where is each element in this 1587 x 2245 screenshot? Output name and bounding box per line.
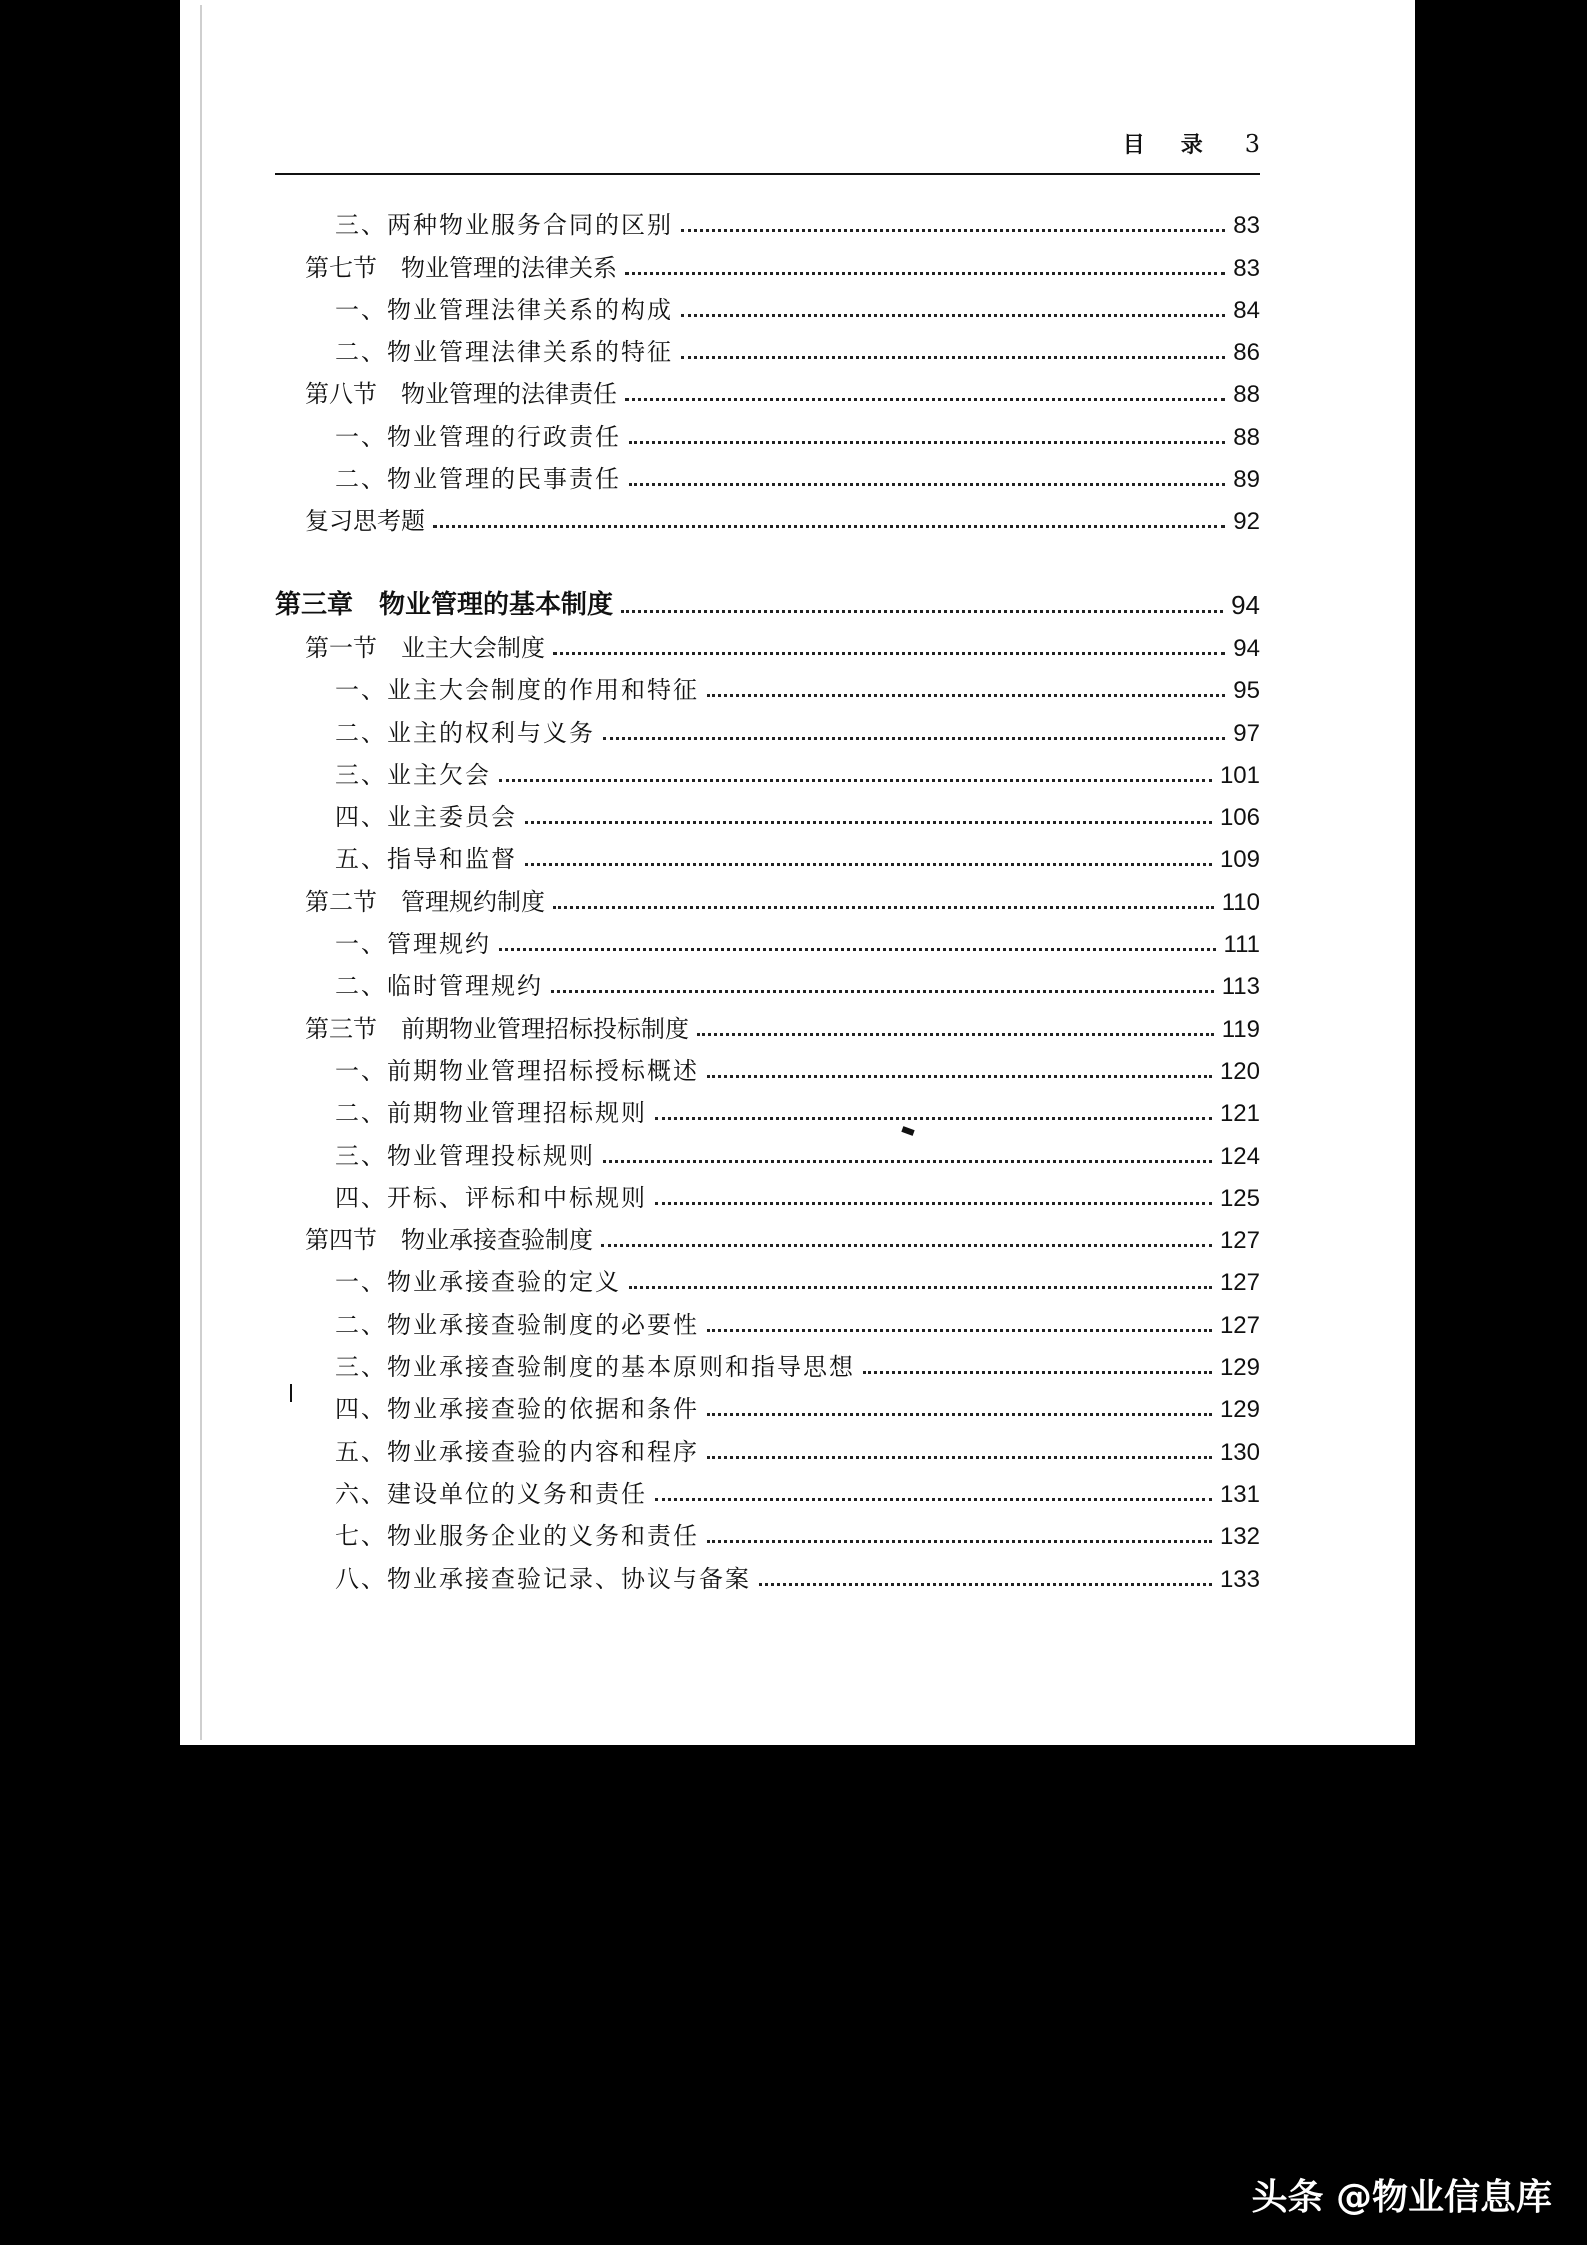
toc-entry-title: 四、业主委员会 — [335, 803, 517, 832]
table-of-contents — [275, 198, 1260, 1594]
toc-entry-title: 二、物业管理的民事责任 — [335, 465, 621, 494]
toc-leader-dots — [697, 1033, 1214, 1036]
page-header — [1123, 128, 1260, 159]
toc-entry — [275, 1382, 1260, 1424]
toc-entry-page: 127 — [1219, 1227, 1260, 1255]
toc-entry-page: 132 — [1219, 1523, 1260, 1551]
toc-entry — [275, 1001, 1260, 1043]
toc-entry-title: 第八节 物业管理的法律责任 — [305, 380, 617, 409]
toc-entry-page: 125 — [1219, 1184, 1260, 1212]
toc-entry-title: 二、物业承接查验制度的必要性 — [335, 1310, 699, 1339]
toc-entry — [275, 663, 1260, 705]
toc-entry-title: 二、前期物业管理招标规则 — [335, 1099, 647, 1128]
toc-entry — [275, 748, 1260, 790]
toc-leader-dots — [681, 356, 1225, 359]
toc-entry — [275, 494, 1260, 536]
toc-entry-title: 八、物业承接查验记录、协议与备案 — [335, 1564, 751, 1593]
toc-leader-dots — [759, 1583, 1212, 1586]
toc-entry-title: 第三章 物业管理的基本制度 — [275, 589, 614, 620]
toc-leader-dots — [707, 1075, 1212, 1078]
toc-leader-dots — [553, 652, 1225, 655]
toc-entry-page: 88 — [1233, 423, 1260, 451]
toc-leader-dots — [603, 1160, 1212, 1163]
toc-entry-title: 二、临时管理规约 — [335, 972, 543, 1001]
toc-entry-page: 127 — [1219, 1311, 1260, 1339]
toc-entry-title: 一、物业管理法律关系的构成 — [335, 295, 673, 324]
scan-speck — [290, 1384, 292, 1402]
toc-leader-dots — [707, 694, 1225, 697]
toc-leader-dots — [553, 906, 1214, 909]
toc-entry-title: 第一节 业主大会制度 — [305, 633, 545, 662]
toc-entry-page: 121 — [1219, 1100, 1260, 1128]
toc-leader-dots — [655, 1202, 1212, 1205]
toc-entry-page: 95 — [1233, 677, 1260, 705]
toc-leader-dots — [707, 1329, 1212, 1332]
toc-leader-dots — [707, 1413, 1212, 1416]
toc-leader-dots — [601, 1244, 1212, 1247]
toc-entry-title: 第四节 物业承接查验制度 — [305, 1226, 593, 1255]
toc-entry — [275, 790, 1260, 832]
toc-entry-title: 二、业主的权利与义务 — [335, 718, 595, 747]
toc-leader-dots — [621, 610, 1223, 613]
toc-entry — [275, 367, 1260, 409]
toc-leader-dots — [707, 1456, 1212, 1459]
header-page-number: 3 — [1244, 130, 1260, 158]
toc-entry-page: 129 — [1219, 1396, 1260, 1424]
toc-entry — [275, 1128, 1260, 1170]
header-title: 目录 — [1122, 132, 1239, 158]
toc-entry-page: 113 — [1221, 973, 1260, 1001]
toc-entry-page: 86 — [1233, 339, 1260, 367]
page-edge-shadow — [200, 5, 202, 1740]
toc-entry — [275, 832, 1260, 874]
toc-entry — [275, 1086, 1260, 1128]
toc-entry-page: 120 — [1219, 1057, 1260, 1085]
toc-entry — [275, 578, 1260, 620]
toc-entry-page: 88 — [1233, 381, 1260, 409]
toc-entry — [275, 621, 1260, 663]
header-rule — [275, 173, 1260, 175]
toc-leader-dots — [707, 1540, 1212, 1543]
toc-entry-page: 124 — [1219, 1142, 1260, 1170]
toc-entry-title: 复习思考题 — [305, 507, 425, 536]
toc-entry-title: 四、开标、评标和中标规则 — [335, 1183, 647, 1212]
toc-entry — [275, 325, 1260, 367]
toc-entry-page: 131 — [1219, 1480, 1260, 1508]
toc-entry — [275, 959, 1260, 1001]
toc-entry-page: 119 — [1221, 1015, 1260, 1043]
toc-entry-title: 四、物业承接查验的依据和条件 — [335, 1395, 699, 1424]
toc-entry-title: 一、物业承接查验的定义 — [335, 1268, 621, 1297]
toc-entry-page: 130 — [1219, 1438, 1260, 1466]
toc-entry — [275, 917, 1260, 959]
toc-entry — [275, 1171, 1260, 1213]
toc-entry-page: 129 — [1219, 1354, 1260, 1382]
toc-entry-title: 三、物业承接查验制度的基本原则和指导思想 — [335, 1353, 855, 1382]
toc-leader-dots — [629, 441, 1225, 444]
toc-entry-title: 五、指导和监督 — [335, 845, 517, 874]
toc-entry — [275, 1509, 1260, 1551]
toc-entry-page: 92 — [1233, 508, 1260, 536]
toc-entry — [275, 1424, 1260, 1466]
toc-entry — [275, 283, 1260, 325]
toc-leader-dots — [525, 821, 1212, 824]
toc-entry-title: 五、物业承接查验的内容和程序 — [335, 1437, 699, 1466]
toc-leader-dots — [863, 1371, 1212, 1374]
toc-entry — [275, 874, 1260, 916]
toc-entry-page: 101 — [1219, 761, 1260, 789]
toc-entry — [275, 1044, 1260, 1086]
toc-entry — [275, 705, 1260, 747]
toc-leader-dots — [681, 314, 1225, 317]
toc-entry — [275, 1213, 1260, 1255]
toc-leader-dots — [499, 779, 1212, 782]
toc-leader-dots — [629, 483, 1225, 486]
toc-entry-page: 84 — [1233, 296, 1260, 324]
toc-entry-page: 106 — [1219, 804, 1260, 832]
toc-entry-page: 97 — [1233, 719, 1260, 747]
toc-entry-title: 三、物业管理投标规则 — [335, 1141, 595, 1170]
toc-entry-page: 127 — [1219, 1269, 1260, 1297]
toc-entry-page: 83 — [1233, 254, 1260, 282]
toc-leader-dots — [629, 1286, 1212, 1289]
toc-entry-page: 89 — [1233, 466, 1260, 494]
toc-entry-title: 第三节 前期物业管理招标投标制度 — [305, 1014, 689, 1043]
toc-entry-page: 111 — [1223, 931, 1260, 959]
toc-entry — [275, 1551, 1260, 1593]
toc-entry-page: 94 — [1231, 589, 1260, 620]
toc-entry — [275, 452, 1260, 494]
toc-entry — [275, 198, 1260, 240]
toc-entry — [275, 1255, 1260, 1297]
toc-entry-title: 一、管理规约 — [335, 930, 491, 959]
toc-entry-title: 三、两种物业服务合同的区别 — [335, 211, 673, 240]
watermark: 头条 @物业信息库 — [1251, 2177, 1552, 2218]
toc-entry-title: 七、物业服务企业的义务和责任 — [335, 1522, 699, 1551]
toc-leader-dots — [681, 229, 1225, 232]
toc-leader-dots — [525, 863, 1212, 866]
scanned-page — [180, 0, 1415, 1745]
toc-entry — [275, 409, 1260, 451]
toc-leader-dots — [551, 990, 1214, 993]
toc-leader-dots — [603, 737, 1225, 740]
toc-entry — [275, 1297, 1260, 1339]
toc-leader-dots — [433, 525, 1225, 528]
toc-entry-title: 六、建设单位的义务和责任 — [335, 1479, 647, 1508]
toc-entry-title: 二、物业管理法律关系的特征 — [335, 338, 673, 367]
toc-entry-title: 第七节 物业管理的法律关系 — [305, 253, 617, 282]
toc-entry — [275, 1467, 1260, 1509]
toc-entry-page: 109 — [1219, 846, 1260, 874]
toc-entry-title: 一、物业管理的行政责任 — [335, 422, 621, 451]
toc-entry-title: 一、前期物业管理招标授标概述 — [335, 1056, 699, 1085]
toc-entry-title: 三、业主欠会 — [335, 760, 491, 789]
toc-entry-title: 第二节 管理规约制度 — [305, 887, 545, 916]
toc-leader-dots — [655, 1498, 1212, 1501]
toc-entry-page: 83 — [1233, 212, 1260, 240]
toc-entry-page: 110 — [1221, 888, 1260, 916]
toc-leader-dots — [499, 948, 1216, 951]
toc-leader-dots — [655, 1117, 1212, 1120]
toc-entry-page: 133 — [1219, 1565, 1260, 1593]
toc-entry-page: 94 — [1233, 634, 1260, 662]
toc-leader-dots — [625, 272, 1225, 275]
toc-leader-dots — [625, 398, 1225, 401]
toc-entry-title: 一、业主大会制度的作用和特征 — [335, 676, 699, 705]
toc-entry — [275, 240, 1260, 282]
toc-entry — [275, 1340, 1260, 1382]
